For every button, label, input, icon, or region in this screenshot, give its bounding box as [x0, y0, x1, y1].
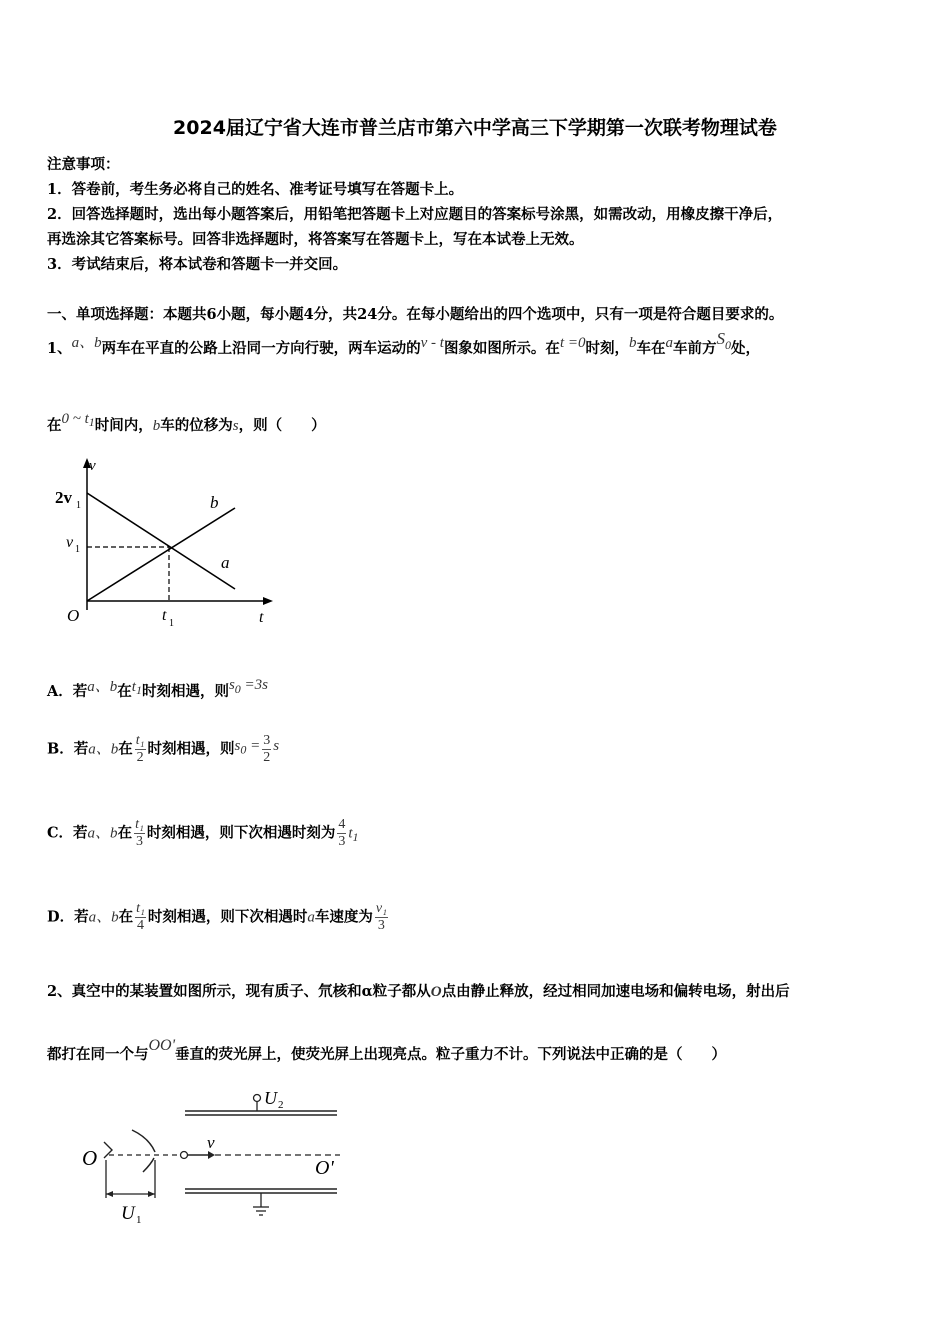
- v-axis-label: v: [89, 458, 96, 474]
- option-d[interactable]: [47, 901, 390, 934]
- label-2v1: 2v: [55, 488, 72, 507]
- fraction: [135, 901, 146, 934]
- page-title: 2024届辽宁省大连市普兰店市第六中学高三下学期第一次联考物理试卷: [173, 117, 777, 139]
- math-a: a: [307, 909, 315, 926]
- u1-label: U: [121, 1203, 135, 1224]
- q2-text: 都打在同一个与: [47, 1046, 149, 1063]
- u2-sub: 2: [278, 1099, 284, 1111]
- question-2-line-1: [47, 980, 790, 1001]
- option-text: 时刻相遇，则: [141, 683, 229, 700]
- apparatus-figure: [75, 1080, 355, 1225]
- math-b: b: [628, 335, 637, 351]
- notice-heading: 注意事项：: [47, 156, 120, 173]
- fraction: [375, 901, 388, 934]
- fraction-num: t₁: [136, 901, 145, 916]
- math-ab: a、b: [88, 909, 119, 926]
- math-s: s: [232, 418, 239, 434]
- question-2-line-2: [47, 1037, 727, 1064]
- fraction: [134, 817, 145, 850]
- math-ab: a、b: [87, 679, 118, 695]
- math-OO: OO': [148, 1037, 176, 1054]
- option-a[interactable]: [47, 677, 269, 701]
- option-text: 若: [73, 824, 88, 842]
- option-text: 车速度为: [314, 908, 373, 926]
- o-label: O: [82, 1146, 98, 1170]
- math-range-sub: 1: [88, 415, 95, 429]
- math-sub: 0: [234, 682, 241, 696]
- origin-label: O: [67, 606, 80, 625]
- fraction-num: 3: [263, 733, 271, 748]
- fraction-den: 3: [338, 834, 346, 849]
- option-text: 若: [72, 683, 88, 700]
- option-text: 时刻相遇，则: [147, 740, 235, 758]
- math-sub: 0: [240, 742, 247, 757]
- math-ab: a、b: [87, 825, 118, 842]
- math-expr: =3s: [240, 677, 269, 693]
- math-ab: a、b: [88, 741, 119, 758]
- label-sub: 1: [169, 618, 174, 629]
- q1-text: 时刻，: [585, 340, 629, 357]
- line-b: [87, 508, 235, 601]
- fraction-num: 4: [338, 817, 346, 832]
- t-axis-arrow: [263, 597, 273, 605]
- v-label: v: [207, 1133, 215, 1152]
- option-label: C．: [47, 824, 74, 842]
- option-text: 在: [117, 824, 133, 842]
- math-t0: t =0: [559, 335, 586, 351]
- option-text: 在: [117, 683, 132, 700]
- question-number: 1、: [47, 340, 72, 357]
- label-sub: 1: [76, 500, 81, 511]
- label-sub: 1: [75, 544, 80, 555]
- notice-item: 1．答卷前，考生务必将自己的姓名、准考证号填写在答题卡上。: [47, 181, 464, 198]
- vt-graph: [45, 450, 285, 635]
- notice-item: 2．回答选择题时，选出每小题答案后，用铅笔把答题卡上对应题目的答案标号涂黑，如需改动，用橡皮擦干净后，: [47, 206, 783, 223]
- notice-item: 再选涂其它答案标号。回答非选择题时，将答案写在答题卡上，写在本试卷上无效。: [47, 231, 584, 248]
- accel-plate-left: [132, 1130, 155, 1152]
- math-vt: v - t: [420, 335, 444, 351]
- option-label: A．: [47, 683, 73, 700]
- u2-terminal: [254, 1095, 261, 1102]
- math-s0-sub: 0: [724, 338, 731, 352]
- fraction: [337, 817, 346, 850]
- o-prime-label: O': [315, 1157, 334, 1179]
- u1-sub: 1: [136, 1214, 142, 1225]
- math-range: 0 ~ t: [61, 411, 89, 427]
- notice-item: 3．考试结束后，将本试卷和答题卡一并交回。: [47, 256, 348, 273]
- u1-arrow-right: [148, 1191, 155, 1197]
- q1-text: 车在: [636, 340, 666, 357]
- math-t1: t: [131, 679, 136, 695]
- question-1-line-2: [47, 411, 326, 435]
- math-s0: s: [228, 677, 235, 693]
- fraction-den: 3: [377, 918, 385, 933]
- fraction-num: t₁: [135, 817, 144, 832]
- q1-text: 两车在平直的公路上沿同一方向行驶，两车运动的: [101, 340, 421, 357]
- q2-text: 2、真空中的某装置如图所示，现有质子、氘核和α粒子都从: [47, 983, 431, 1000]
- fraction: [135, 733, 146, 766]
- q1-text: 车前方: [672, 340, 717, 357]
- math-a: a: [665, 335, 673, 351]
- q1-text: 处，: [730, 340, 760, 357]
- option-text: 时刻相遇，则下次相遇时: [147, 908, 308, 926]
- label-t1: t: [162, 607, 167, 624]
- u2-label: U: [264, 1088, 277, 1108]
- label-v1: v: [66, 534, 74, 551]
- line-b-label: b: [210, 493, 219, 512]
- option-text: 若: [74, 908, 89, 926]
- fraction-den: 2: [136, 750, 144, 765]
- q1-text: 车的位移为: [160, 417, 233, 434]
- math-s0: S: [716, 329, 725, 348]
- math-s: s: [273, 737, 280, 754]
- option-text: 若: [73, 740, 89, 758]
- option-label: D．: [47, 908, 75, 926]
- fraction-num: v₁: [375, 901, 387, 916]
- question-1-line-1: [47, 329, 760, 358]
- math-b: b: [152, 418, 161, 434]
- line-a-label: a: [221, 553, 230, 572]
- option-label: B．: [47, 740, 74, 758]
- q1-text: ，则（ ）: [238, 417, 326, 434]
- fraction-den: 2: [263, 750, 271, 765]
- fraction: [262, 733, 271, 766]
- particle: [181, 1152, 188, 1159]
- math-O: O: [430, 984, 442, 1000]
- q1-text: 时间内，: [94, 417, 153, 434]
- math-s0: s: [234, 737, 241, 754]
- section-heading: 一、单项选择题：本题共6小题，每小题4分，共24分。在每小题给出的四个选项中，只有一项是符合题目要求的。: [47, 306, 784, 323]
- q2-text: 垂直的荧光屏上，使荧光屏上出现亮点。粒子重力不计。下列说法中正确的是（ ）: [175, 1046, 727, 1063]
- option-text: 在: [118, 908, 134, 926]
- fraction-den: 4: [136, 918, 144, 933]
- math-sub: 1: [352, 829, 359, 844]
- option-c[interactable]: [47, 817, 359, 850]
- velocity-arrowhead: [208, 1151, 215, 1159]
- math-expr: =: [246, 737, 261, 754]
- option-text: 在: [118, 740, 133, 758]
- math-sub: 1: [135, 683, 142, 697]
- t-axis-label: t: [259, 609, 264, 626]
- math-ab: a、b: [71, 335, 102, 351]
- q1-text: 在: [47, 417, 62, 434]
- option-text: 时刻相遇，则下次相遇时刻为: [146, 824, 336, 842]
- q2-text: 点由静止释放，经过相同加速电场和偏转电场，射出后: [441, 983, 790, 1000]
- option-b[interactable]: [47, 733, 279, 766]
- fraction-num: t₁: [135, 733, 145, 748]
- math-t1: t: [348, 825, 353, 842]
- fraction-den: 3: [135, 834, 143, 849]
- q1-text: 图象如图所示。在: [443, 340, 560, 357]
- accel-plate-right: [143, 1158, 154, 1172]
- u1-arrow-left: [106, 1191, 113, 1197]
